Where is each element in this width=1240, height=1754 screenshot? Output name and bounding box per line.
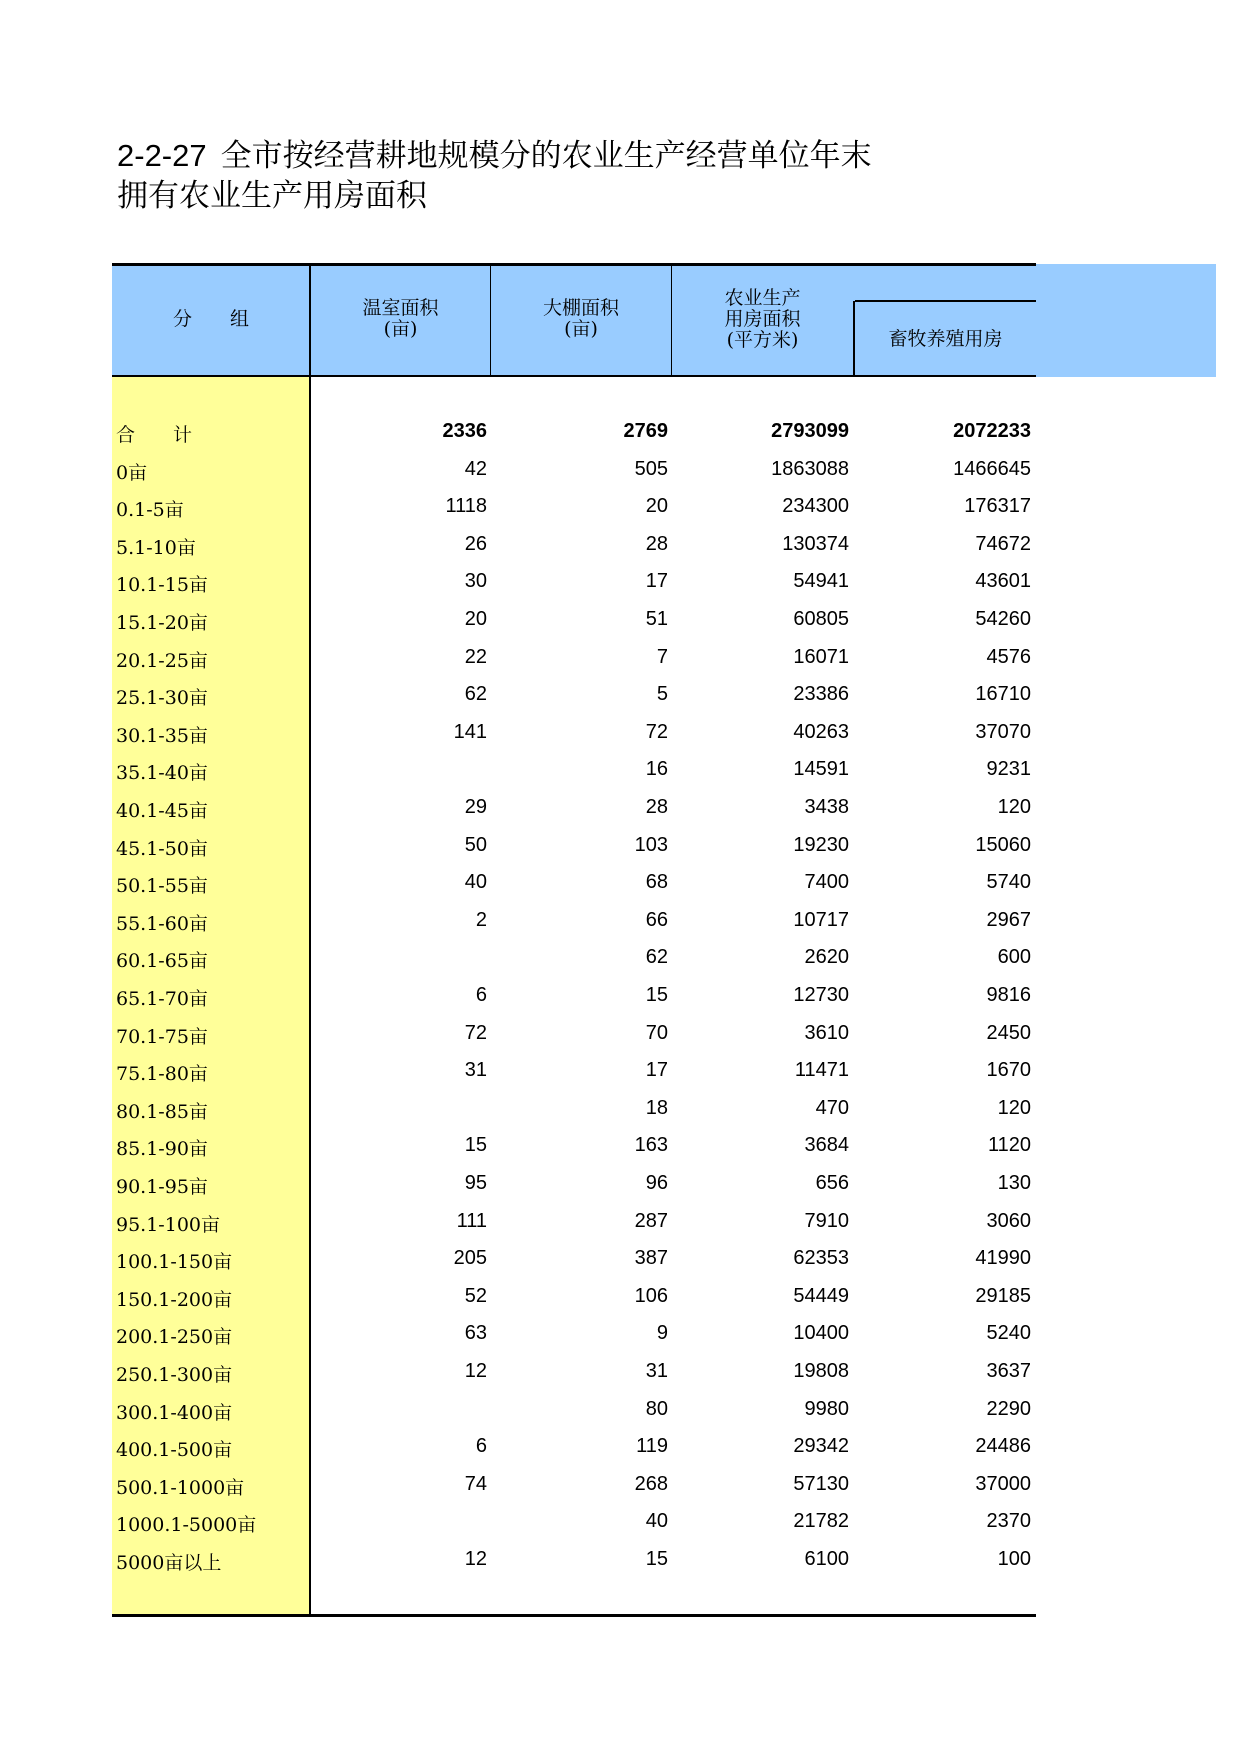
table-row [0, 1166, 1040, 1203]
building-area-cell: 29342 [793, 1435, 849, 1458]
livestock-housing-cell: 5740 [986, 871, 1031, 894]
row-label: 95.1-100亩 [116, 1213, 220, 1236]
table-code: 2-2-27 [117, 138, 207, 173]
building-area-cell: 6100 [804, 1548, 849, 1570]
building-area-cell: 2620 [804, 946, 849, 969]
building-area-cell: 62353 [793, 1247, 849, 1270]
livestock-housing-cell: 130 [997, 1172, 1031, 1194]
building-area-cell: 12730 [793, 984, 849, 1006]
table-row [0, 640, 1040, 677]
livestock-housing-cell: 2072233 [953, 420, 1031, 442]
row-label: 250.1-300亩 [116, 1364, 233, 1386]
row-label: 300.1-400亩 [116, 1401, 233, 1424]
livestock-housing-cell: 54260 [975, 608, 1031, 630]
row-label: 70.1-75亩 [116, 1025, 208, 1048]
greenhouse-area-cell: 15 [464, 1134, 487, 1157]
table-row [0, 527, 1040, 564]
shed-area-cell: 106 [634, 1284, 668, 1307]
livestock-housing-cell: 37070 [975, 720, 1031, 743]
greenhouse-area-cell: 40 [464, 871, 487, 894]
building-area-cell: 57130 [793, 1472, 849, 1495]
row-label: 35.1-40亩 [116, 762, 208, 785]
row-label: 55.1-60亩 [116, 912, 208, 935]
livestock-housing-cell: 1670 [986, 1059, 1031, 1082]
shed-area-cell: 80 [645, 1397, 668, 1420]
greenhouse-area-cell: 50 [464, 833, 487, 856]
building-area-cell: 19230 [793, 833, 849, 856]
row-label: 80.1-85亩 [116, 1100, 208, 1123]
shed-area-cell: 18 [645, 1096, 668, 1119]
livestock-housing-cell: 120 [997, 796, 1031, 818]
row-label: 1000.1-5000亩 [116, 1514, 257, 1537]
table-row [0, 752, 1040, 789]
building-area-cell: 1863088 [771, 457, 849, 480]
title-line-1 [117, 136, 872, 176]
livestock-housing-cell: 2290 [986, 1397, 1031, 1420]
shed-area-cell: 72 [645, 720, 668, 743]
table-row [0, 1279, 1040, 1316]
shed-area-cell: 7 [656, 645, 668, 668]
header-livestock-housing: 畜牧养殖用房 [888, 328, 1003, 350]
greenhouse-area-cell: 141 [453, 720, 487, 743]
building-area-cell: 3684 [804, 1134, 849, 1157]
row-label: 5000亩以上 [116, 1552, 222, 1574]
table-row [0, 1316, 1040, 1353]
table-row [0, 828, 1040, 865]
table-row [0, 1542, 1040, 1579]
shed-area-cell: 2769 [623, 420, 668, 442]
greenhouse-area-cell: 62 [464, 683, 487, 706]
building-area-cell: 7400 [804, 871, 849, 894]
table-row [0, 602, 1040, 639]
greenhouse-area-cell: 111 [456, 1209, 487, 1232]
shed-area-cell: 68 [645, 871, 668, 894]
row-label: 25.1-30亩 [116, 687, 208, 710]
table-row [0, 1128, 1040, 1165]
shed-area-cell: 96 [645, 1172, 668, 1194]
greenhouse-area-cell: 52 [464, 1284, 487, 1307]
livestock-housing-cell: 15060 [975, 833, 1031, 856]
shed-area-cell: 387 [634, 1247, 668, 1270]
row-label: 85.1-90亩 [116, 1138, 208, 1161]
livestock-housing-cell: 1120 [987, 1134, 1031, 1157]
page-title [117, 136, 872, 216]
livestock-housing-cell: 9231 [986, 758, 1031, 781]
building-area-cell: 10717 [793, 908, 849, 931]
shed-area-cell: 28 [645, 532, 668, 555]
building-area-cell: 11471 [794, 1059, 849, 1082]
livestock-housing-cell: 41990 [975, 1247, 1031, 1270]
row-label: 500.1-1000亩 [116, 1476, 245, 1499]
row-label: 40.1-45亩 [116, 800, 208, 822]
building-area-cell: 23386 [793, 683, 849, 706]
greenhouse-area-cell: 1118 [445, 495, 487, 518]
table-row [0, 1467, 1040, 1504]
table-row [0, 1053, 1040, 1090]
building-area-cell: 7910 [804, 1209, 849, 1232]
building-area-cell: 234300 [782, 495, 849, 518]
header-top-rule [112, 263, 1036, 266]
table-row [0, 1429, 1040, 1466]
greenhouse-area-cell: 6 [475, 1435, 487, 1458]
building-area-cell: 2793099 [771, 420, 849, 442]
shed-area-cell: 17 [645, 1059, 668, 1082]
shed-area-cell: 287 [634, 1209, 668, 1232]
shed-area-cell: 103 [634, 833, 668, 856]
building-area-cell: 54941 [793, 570, 849, 593]
row-label: 50.1-55亩 [116, 875, 208, 898]
table-row [0, 978, 1040, 1015]
table-row [0, 1392, 1040, 1429]
row-label: 5.1-10亩 [116, 536, 196, 559]
shed-area-cell: 70 [645, 1021, 668, 1044]
greenhouse-area-cell: 74 [464, 1472, 487, 1495]
table-row [0, 1241, 1040, 1278]
livestock-housing-cell: 2967 [986, 908, 1031, 931]
livestock-housing-cell: 2450 [986, 1021, 1031, 1044]
greenhouse-area-cell: 12 [464, 1548, 487, 1570]
shed-area-cell: 51 [645, 608, 668, 630]
total-row [0, 414, 1040, 451]
header-greenhouse-area: 温室面积 (亩) [362, 297, 439, 340]
greenhouse-area-cell: 30 [464, 570, 487, 593]
building-area-cell: 3610 [804, 1021, 849, 1044]
row-label: 20.1-25亩 [116, 649, 208, 672]
building-area-cell: 9980 [804, 1397, 849, 1420]
shed-area-cell: 9 [656, 1322, 668, 1345]
livestock-housing-cell: 3637 [986, 1360, 1031, 1382]
shed-area-cell: 163 [634, 1134, 668, 1157]
sub-header-rule [855, 300, 1036, 302]
table-row [0, 677, 1040, 714]
table-row [0, 1091, 1040, 1128]
row-label: 0亩 [116, 461, 148, 484]
table-row [0, 564, 1040, 601]
greenhouse-area-cell: 2336 [442, 420, 487, 442]
greenhouse-area-cell: 31 [464, 1059, 487, 1082]
shed-area-cell: 119 [636, 1435, 668, 1458]
row-label: 400.1-500亩 [116, 1439, 233, 1462]
table-row [0, 1016, 1040, 1053]
building-area-cell: 130374 [782, 532, 849, 555]
greenhouse-area-cell: 42 [464, 457, 487, 480]
shed-area-cell: 62 [645, 946, 668, 969]
table-row [0, 715, 1040, 752]
table-row [0, 452, 1040, 489]
row-label: 75.1-80亩 [116, 1063, 208, 1086]
livestock-housing-cell: 29185 [975, 1284, 1031, 1307]
shed-area-cell: 505 [634, 457, 668, 480]
header-bottom-rule [112, 375, 1036, 377]
header-shed-area: 大棚面积 (亩) [542, 297, 619, 340]
shed-area-cell: 15 [645, 984, 668, 1006]
building-area-cell: 3438 [804, 796, 849, 818]
building-area-cell: 16071 [793, 645, 849, 668]
title-text-1: 全市按经营耕地规模分的农业生产经营单位年末 [220, 138, 872, 174]
table-row [0, 865, 1040, 902]
row-label: 合 计 [116, 424, 193, 446]
greenhouse-area-cell: 6 [475, 984, 487, 1006]
shed-area-cell: 66 [645, 908, 668, 931]
row-label: 90.1-95亩 [116, 1176, 208, 1198]
shed-area-cell: 15 [645, 1548, 668, 1570]
livestock-housing-cell: 1466645 [953, 457, 1031, 480]
table-row [0, 1504, 1040, 1541]
greenhouse-area-cell: 26 [464, 532, 487, 555]
livestock-housing-cell: 100 [997, 1548, 1031, 1570]
livestock-housing-cell: 120 [997, 1096, 1031, 1119]
row-label: 45.1-50亩 [116, 837, 208, 860]
shed-area-cell: 17 [645, 570, 668, 593]
livestock-housing-cell: 74672 [975, 532, 1031, 555]
greenhouse-area-cell: 22 [464, 645, 487, 668]
livestock-housing-cell: 43601 [975, 570, 1031, 593]
greenhouse-area-cell: 63 [464, 1322, 487, 1345]
livestock-housing-cell: 9816 [986, 984, 1031, 1006]
greenhouse-area-cell: 95 [464, 1172, 487, 1194]
row-label: 65.1-70亩 [116, 988, 208, 1010]
greenhouse-area-cell: 205 [453, 1247, 487, 1270]
building-area-cell: 40263 [793, 720, 849, 743]
livestock-housing-cell: 24486 [975, 1435, 1031, 1458]
shed-area-cell: 20 [645, 495, 668, 518]
building-area-cell: 60805 [793, 608, 849, 630]
table-bottom-rule [112, 1614, 1036, 1617]
row-label: 10.1-15亩 [116, 574, 208, 597]
header-group: 分 组 [172, 308, 249, 330]
building-area-cell: 656 [815, 1172, 849, 1194]
building-area-cell: 19808 [793, 1360, 849, 1382]
row-label: 0.1-5亩 [116, 499, 184, 522]
building-area-cell: 470 [815, 1096, 849, 1119]
row-label: 15.1-20亩 [116, 612, 208, 634]
shed-area-cell: 5 [656, 683, 668, 706]
table-row [0, 1204, 1040, 1241]
header-building-area: 农业生产 用房面积 (平方米) [724, 287, 801, 351]
livestock-housing-cell: 600 [997, 946, 1031, 969]
livestock-housing-cell: 3060 [986, 1209, 1031, 1232]
greenhouse-area-cell: 29 [464, 796, 487, 818]
greenhouse-area-cell: 20 [464, 608, 487, 630]
row-label: 100.1-150亩 [116, 1251, 233, 1274]
livestock-housing-cell: 5240 [986, 1322, 1031, 1345]
shed-area-cell: 31 [645, 1360, 668, 1382]
row-label: 150.1-200亩 [116, 1288, 233, 1311]
shed-area-cell: 28 [645, 796, 668, 818]
table-row [0, 1354, 1040, 1391]
row-label: 60.1-65亩 [116, 950, 208, 973]
livestock-housing-cell: 16710 [975, 683, 1031, 706]
shed-area-cell: 16 [645, 758, 668, 781]
row-label: 200.1-250亩 [116, 1326, 233, 1349]
table-row [0, 940, 1040, 977]
greenhouse-area-cell: 72 [464, 1021, 487, 1044]
table-row [0, 790, 1040, 827]
building-area-cell: 54449 [793, 1284, 849, 1307]
livestock-housing-cell: 4576 [986, 645, 1031, 668]
title-line-2: 拥有农业生产用房面积 [117, 178, 427, 214]
table-row [0, 903, 1040, 940]
building-area-cell: 10400 [793, 1322, 849, 1345]
greenhouse-area-cell: 12 [464, 1360, 487, 1382]
greenhouse-area-cell: 2 [475, 908, 487, 931]
row-label: 30.1-35亩 [116, 724, 208, 747]
livestock-housing-cell: 176317 [964, 495, 1031, 518]
building-area-cell: 14591 [793, 758, 849, 781]
livestock-housing-cell: 37000 [975, 1472, 1031, 1495]
shed-area-cell: 268 [634, 1472, 668, 1495]
building-area-cell: 21782 [793, 1510, 849, 1533]
shed-area-cell: 40 [645, 1510, 668, 1533]
table-row [0, 489, 1040, 526]
livestock-housing-cell: 2370 [986, 1510, 1031, 1533]
